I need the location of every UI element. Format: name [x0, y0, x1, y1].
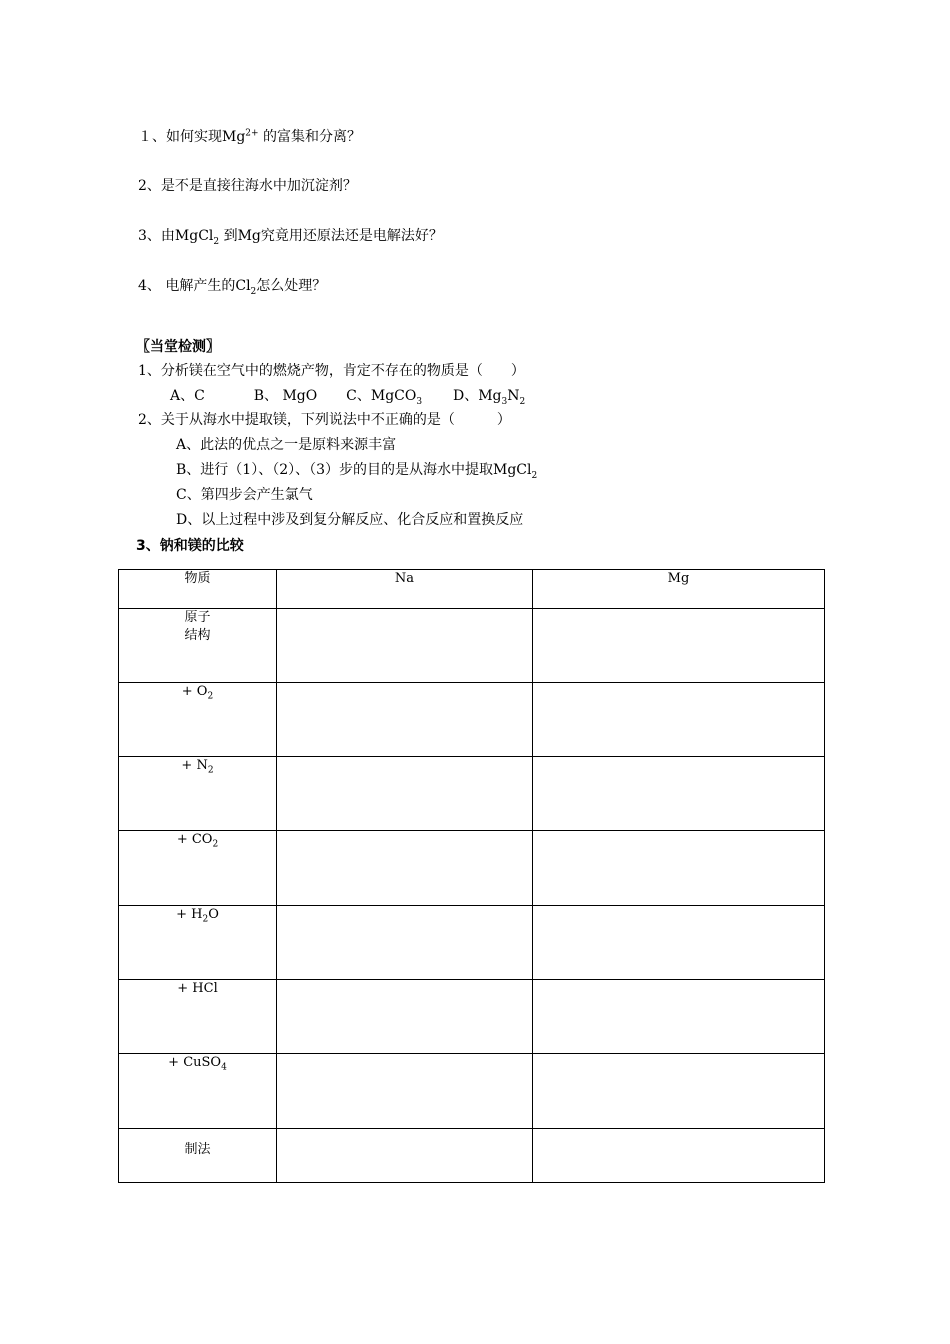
row-label-o2: + $O_2$: [119, 683, 277, 757]
item-2-option-d: D、以上过程中涉及到复分解反应、化合反应和置换反应: [176, 512, 524, 528]
cell-mg-cuso4[interactable]: [533, 1054, 825, 1129]
cell-na-co2[interactable]: [277, 831, 533, 906]
option-d: D、$Mg_3N_2$: [453, 388, 526, 407]
question-1-suffix: 的富集和分离？: [258, 129, 362, 145]
check-item-1-options: [170, 387, 525, 405]
question-3-suffix: 到Mg究竟用还原法还是电解法好？: [219, 228, 443, 244]
item-2-option-b: B、进行（1）、（2）、（3）步的目的是从海水中提取MgCl$_2$: [176, 462, 538, 481]
question-4-text: 4、 电解产生的Cl: [138, 278, 251, 294]
cell-na-n2[interactable]: [277, 757, 533, 831]
cell-mg-co2[interactable]: [533, 831, 825, 906]
cell-mg-h2o[interactable]: [533, 906, 825, 980]
option-b: B、 MgO: [253, 388, 318, 404]
cell-mg-hcl[interactable]: [533, 980, 825, 1054]
question-4-suffix: 怎么处理？: [256, 278, 327, 294]
row-label-cuso4: + CuSO$_4$: [119, 1054, 277, 1129]
section-title: 〖当堂检测〗: [136, 339, 220, 355]
table-row: [119, 980, 825, 1054]
table-row: [119, 683, 825, 757]
item-2-option-a: A、此法的优点之一是原料来源丰富: [176, 437, 397, 453]
cell-mg-o2[interactable]: [533, 683, 825, 757]
check-item-3-title: 3、钠和镁的比较: [136, 538, 244, 554]
cell-mg-preparation[interactable]: [533, 1129, 825, 1183]
question-4: [138, 277, 326, 295]
table-row: [119, 757, 825, 831]
question-1-sup: 2+: [245, 128, 259, 139]
cell-mg-n2[interactable]: [533, 757, 825, 831]
header-na: Na: [277, 570, 533, 609]
check-item-2-stem: 2、关于从海水中提取镁，下列说法中不正确的是（ ）: [138, 412, 511, 428]
item-2-option-c: C、第四步会产生氯气: [176, 487, 313, 503]
option-c: C、MgCO$_3$: [346, 388, 423, 407]
cell-na-preparation[interactable]: [277, 1129, 533, 1183]
cell-na-o2[interactable]: [277, 683, 533, 757]
question-2-text: 2、是不是直接往海水中加沉淀剂？: [138, 178, 357, 194]
comparison-table: [118, 569, 825, 1183]
table-row: [119, 906, 825, 980]
question-3: [138, 227, 443, 245]
cell-na-structure[interactable]: [277, 609, 533, 683]
cell-na-hcl[interactable]: [277, 980, 533, 1054]
table-row: [119, 609, 825, 683]
cell-na-cuso4[interactable]: [277, 1054, 533, 1129]
question-2: [138, 177, 357, 195]
table-row: [119, 831, 825, 906]
cell-na-h2o[interactable]: [277, 906, 533, 980]
option-a: A、C: [170, 388, 205, 404]
question-1: [138, 128, 361, 146]
row-label-h2o: + $H_2O$: [119, 906, 277, 980]
check-item-1-stem: 1、分析镁在空气中的燃烧产物，肯定不存在的物质是（ ）: [138, 363, 525, 379]
row-label-n2: + $N_2$: [119, 757, 277, 831]
cell-mg-structure[interactable]: [533, 609, 825, 683]
header-substance: 物质: [119, 570, 277, 609]
header-mg: Mg: [533, 570, 825, 609]
question-4-sub: 2: [250, 286, 257, 297]
row-label-hcl: + HCl: [119, 980, 277, 1054]
question-1-text: １、如何实现Mg: [138, 129, 246, 145]
row-label-preparation: 制法: [119, 1129, 277, 1183]
table-row: [119, 1129, 825, 1183]
question-3-sub: 2: [213, 236, 220, 247]
question-3-text: 3、由MgCl: [138, 228, 214, 244]
table-header-row: [119, 570, 825, 609]
table-row: [119, 1054, 825, 1129]
row-label-co2: + $CO_2$: [119, 831, 277, 906]
row-label-atomic-structure: 原子 结构: [119, 609, 277, 683]
